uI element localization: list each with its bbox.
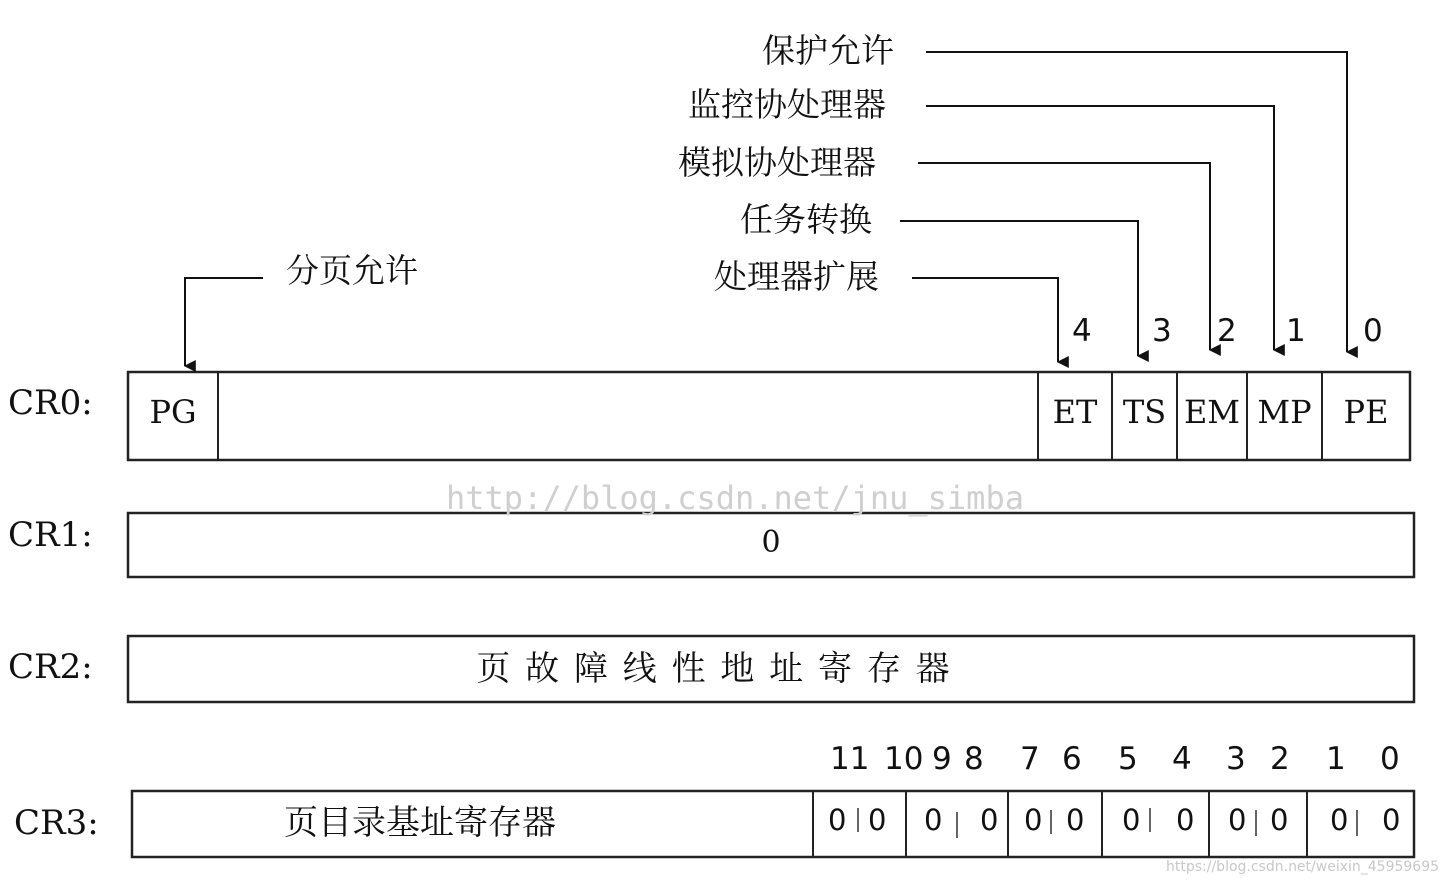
cr0-field-pg: PG <box>149 393 197 431</box>
cr3-cell-6: 0 <box>1066 803 1085 837</box>
ts-leader <box>900 221 1138 356</box>
cr0-bit-3: 3 <box>1152 313 1172 349</box>
annotation-paging-enable: 分页允许 <box>286 251 418 290</box>
cr2-label: CR2: <box>8 647 93 687</box>
pg-leader <box>185 278 263 366</box>
cr3-bit-0: 0 <box>1380 741 1400 777</box>
cr3-bit-7: 7 <box>1020 741 1040 777</box>
annotation-protection-enable: 保护允许 <box>762 31 894 70</box>
cr3-bit-4: 4 <box>1172 741 1192 777</box>
cr0-field-et: ET <box>1052 393 1098 431</box>
cr3-cell-7: 0 <box>1024 803 1043 837</box>
annotation-emulate-coprocessor: 模拟协处理器 <box>678 143 876 182</box>
cr3-label: CR3: <box>14 803 99 843</box>
cr0-label: CR0: <box>8 383 93 423</box>
cr3-bit-11: 11 <box>830 741 870 777</box>
watermark-corner: https://blog.csdn.net/weixin_45959695 <box>1166 859 1440 875</box>
et-leader <box>912 278 1058 362</box>
cr3-bit-3: 3 <box>1226 741 1246 777</box>
pe-leader <box>926 52 1347 352</box>
cr0-field-em: EM <box>1183 393 1241 431</box>
cr3-cell-10: 0 <box>868 803 887 837</box>
cr3-content: 页目录基址寄存器 <box>284 803 556 843</box>
annotation-monitor-coprocessor: 监控协处理器 <box>688 85 886 124</box>
cr0-bit-1: 1 <box>1286 313 1306 349</box>
watermark-center: http://blog.csdn.net/jnu_simba <box>446 479 1024 517</box>
annotation-task-switched: 任务转换 <box>740 200 872 239</box>
cr3-bit-5: 5 <box>1118 741 1138 777</box>
cr3-cell-4: 0 <box>1176 803 1195 837</box>
cr0-bit-4: 4 <box>1072 313 1092 349</box>
cr3-bit-10: 10 <box>884 741 924 777</box>
cr0-bit-2: 2 <box>1217 313 1237 349</box>
cr1-label: CR1: <box>8 515 93 555</box>
cr3-cell-5: 0 <box>1122 803 1141 837</box>
cr1-value: 0 <box>761 525 781 560</box>
cr0-field-ts: TS <box>1122 393 1167 431</box>
cr0-bit-0: 0 <box>1363 313 1383 349</box>
cr0-field-pe: PE <box>1343 393 1389 431</box>
cr0-field-mp: MP <box>1257 393 1312 431</box>
cr3-cell-2: 0 <box>1270 803 1289 837</box>
cr3-cell-8: 0 <box>980 803 999 837</box>
cr3-cell-11: 0 <box>828 803 847 837</box>
cr3-cell-1: 0 <box>1330 803 1349 837</box>
annotation-extension-type: 处理器扩展 <box>714 257 879 296</box>
cr3-bit-1: 1 <box>1326 741 1346 777</box>
cr2-content: 页 故 障 线 性 地 址 寄 存 器 <box>476 649 952 689</box>
cr3-cell-9: 0 <box>924 803 943 837</box>
cr3-cell-3: 0 <box>1228 803 1247 837</box>
cr3-cell-0: 0 <box>1382 803 1401 837</box>
cr3-bit-9: 9 <box>932 741 952 777</box>
cr3-bit-6: 6 <box>1062 741 1082 777</box>
cr3-bit-2: 2 <box>1270 741 1290 777</box>
cr3-bit-8: 8 <box>964 741 984 777</box>
